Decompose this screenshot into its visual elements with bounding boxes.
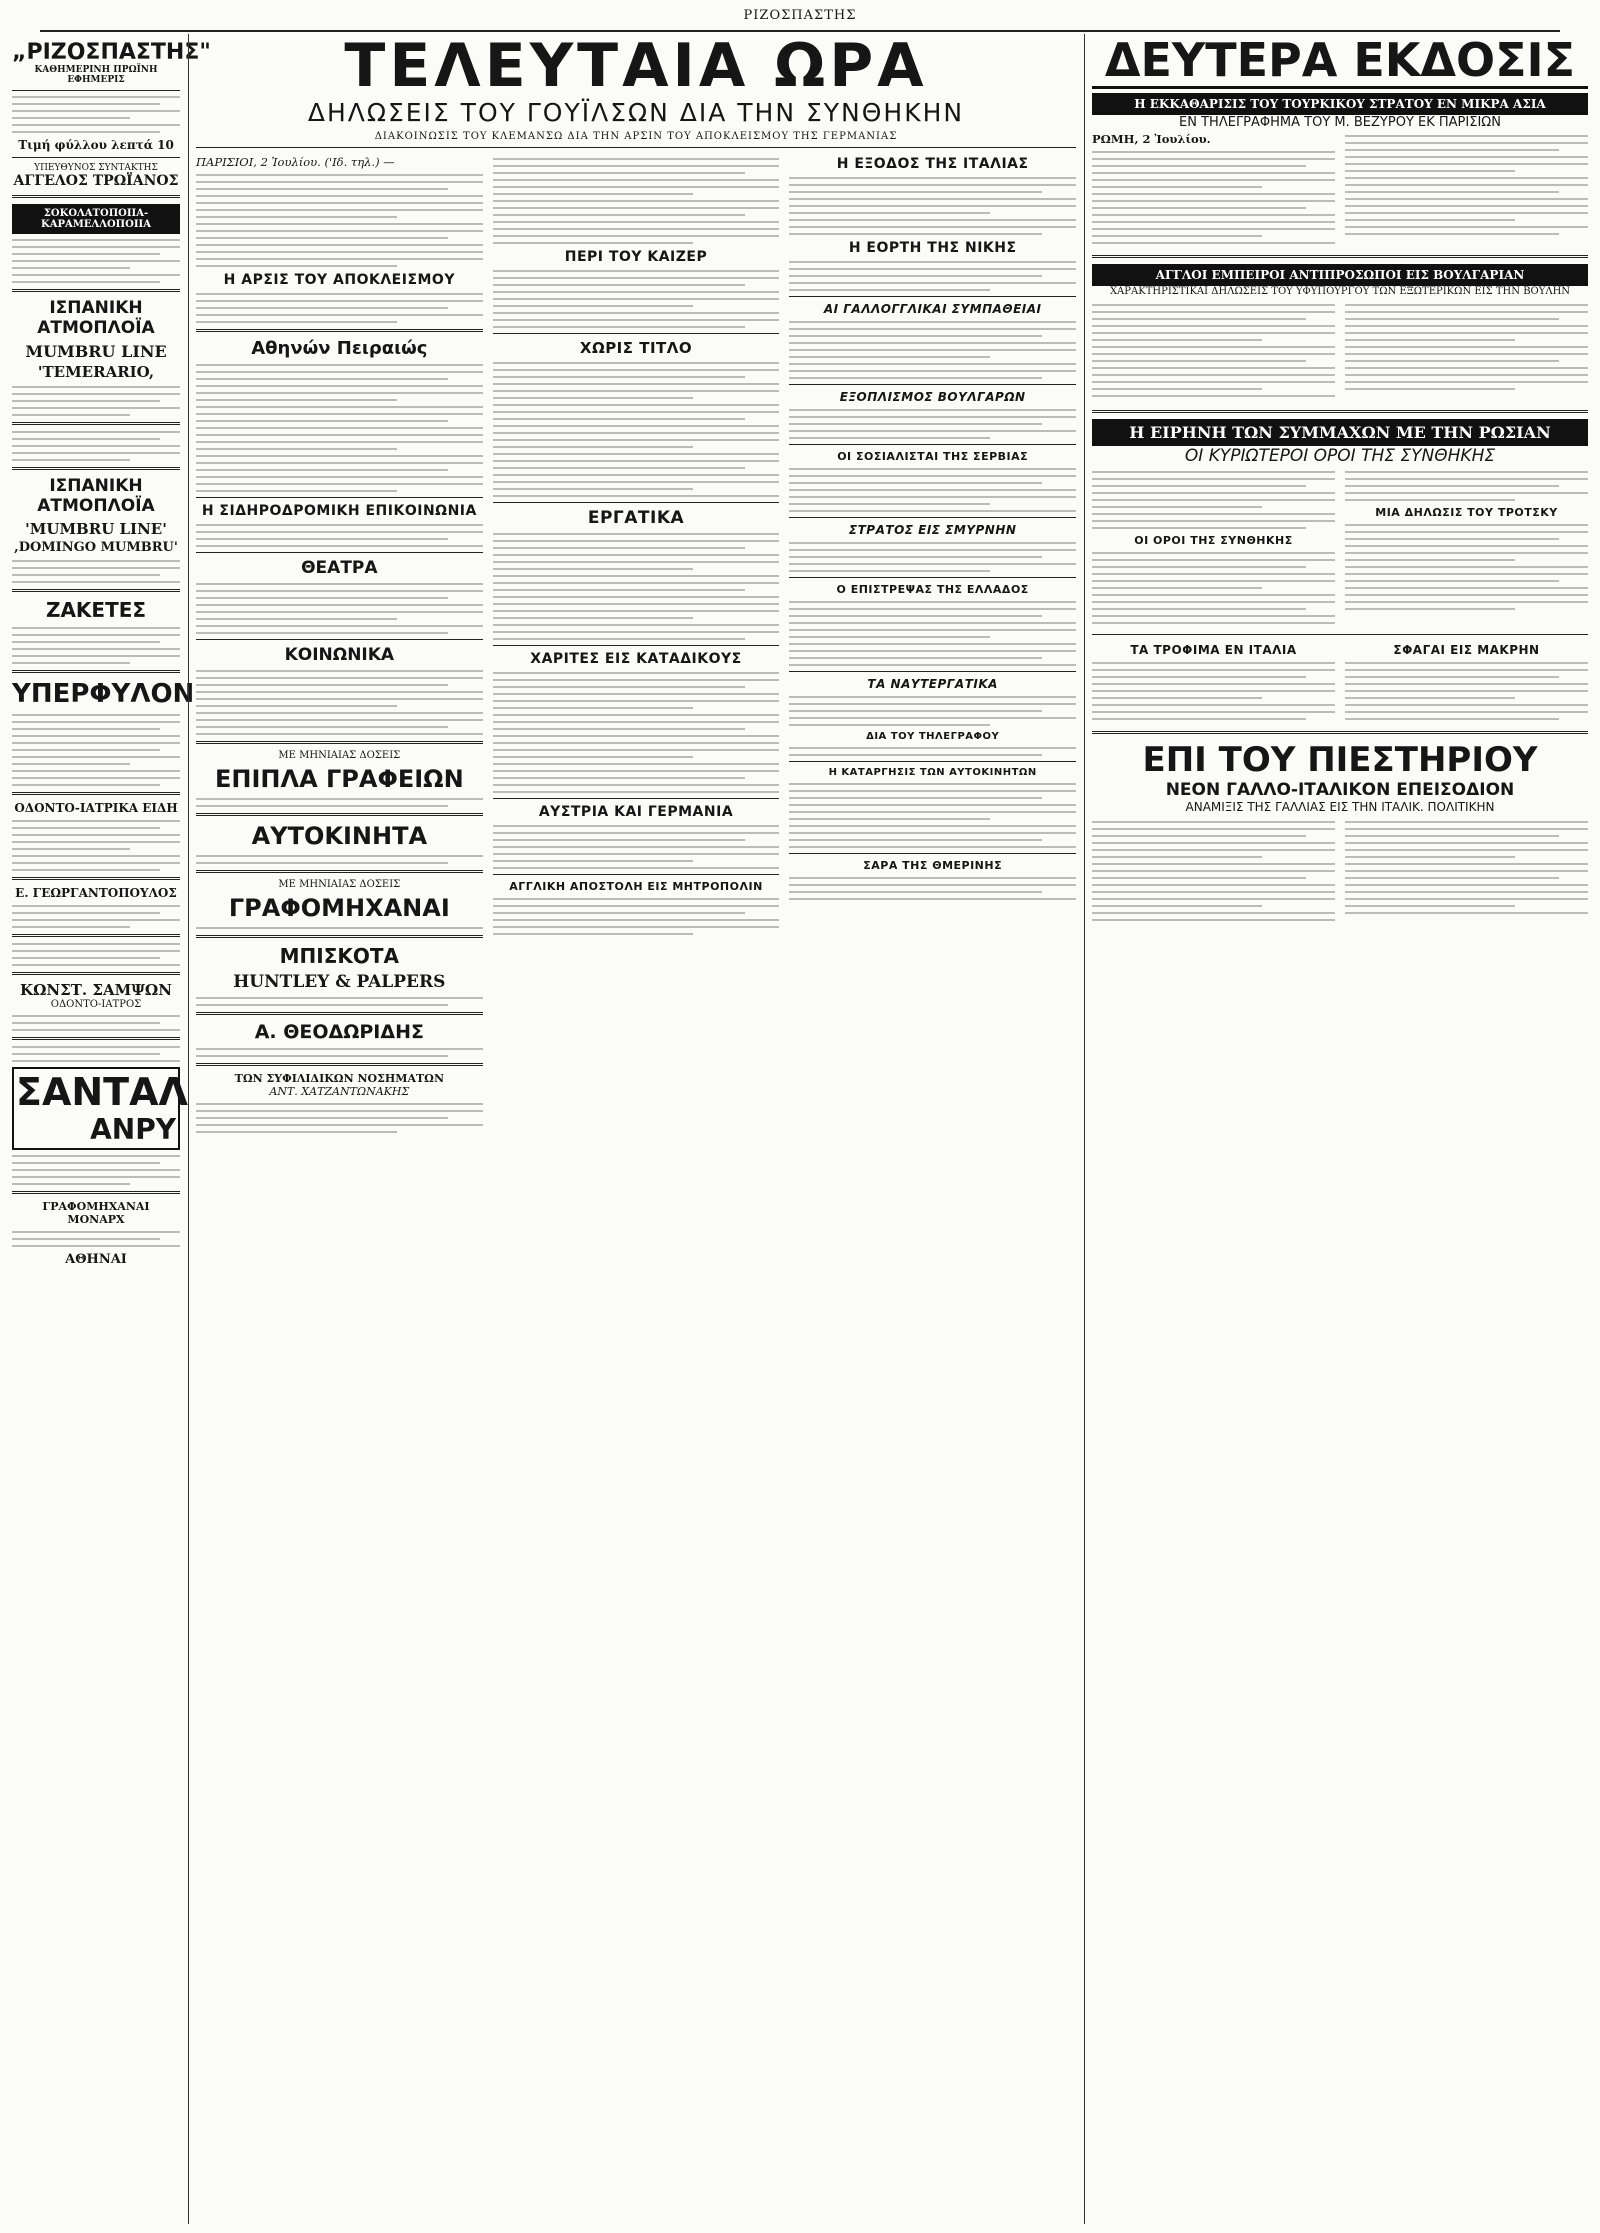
- center-block: [196, 31, 1076, 2224]
- right-section-trofima: ΤΑ ΤΡΟΦΙΜΑ ΕΝ ΙΤΑΛΙΑ: [1130, 643, 1297, 657]
- ad-spanish-line-name: MUMBRU LINE: [25, 342, 167, 361]
- ad-syphilis-name: ΑΝΤ. ΧΑΤΖΑΝΤΩΝΑΚΗΣ: [269, 1085, 410, 1098]
- section-dia-tilegrafou: ΔΙΑ ΤΟΥ ΤΗΛΕΓΡΑΦΟΥ: [866, 731, 1000, 742]
- right-headline-1-sub: ΕΝ ΤΗΛΕΓΡΑΦΗΜΑ ΤΟΥ Μ. ΒΕΖΥΡΟΥ ΕΚ ΠΑΡΙΣΙΩΝ: [1179, 115, 1501, 130]
- ad-chocolate-title: ΣΟΚΟΛΑΤΟΠΟΙΙΑ-ΚΑΡΑΜΕΛΛΟΠΟΙΙΑ: [12, 204, 180, 234]
- main-dateline: ΠΑΡΙΣΙΟΙ, 2 Ἰουλίου. ('Ιδ. τηλ.) —: [196, 155, 395, 169]
- section-exodos: Η ΕΞΟΔΟΣ ΤΗΣ ΙΤΑΛΙΑΣ: [836, 156, 1029, 172]
- ad-santal-sub: ΑΝΡΥ: [90, 1113, 176, 1146]
- right-headline-4-sub: ΝΕΟΝ ΓΑΛΛΟ-ΙΤΑΛΙΚΟΝ ΕΠΕΙΣΟΔΙΟΝ: [1165, 780, 1515, 800]
- section-stratos: ΣΤΡΑΤΟΣ ΕΙΣ ΣΜΥΡΝΗΝ: [848, 523, 1017, 537]
- ad-santal-title: ΣΑΝΤΑΛ: [16, 1070, 188, 1114]
- right-headline-2: ΑΓΓΛΟΙ ΕΜΠΕΙΡΟΙ ΑΝΤΙΠΡΟΣΩΠΟΙ ΕΙΣ ΒΟΥΛΓΑΡΙΑΝ: [1092, 264, 1588, 286]
- section-naftergatika: ΤΑ ΝΑΥΤΕΡΓΑΤΙΚΑ: [867, 677, 998, 691]
- masthead-subtitle: ΚΑΘΗΜΕΡΙΝΗ ΠΡΩΪΝΗ ΕΦΗΜΕΡΙΣ: [34, 65, 158, 85]
- main-kicker: ΔΙΑΚΟΙΝΩΣΙΣ ΤΟΥ ΚΛΕΜΑΝΣΩ ΔΙΑ ΤΗΝ ΑΡΣΙΝ ΤΟΥ ΑΠΟΚΛΕΙΣΜΟΥ ΤΗΣ ΓΕΡΜΑΝΙΑΣ: [374, 131, 898, 142]
- section-sidir: Η ΣΙΔΗΡΟΔΡΟΜΙΚΗ ΕΠΙΚΟΙΝΩΝΙΑ: [201, 503, 477, 519]
- section-theatra: ΘΕΑΤΡΑ: [301, 558, 378, 578]
- editor-name: ΑΓΓΕΛΟΣ ΤΡΩΪΑΝΟΣ: [13, 173, 179, 189]
- right-headline-4-sub2: ΑΝΑΜΙΞΙΣ ΤΗΣ ΓΑΛΛΙΑΣ ΕΙΣ ΤΗΝ ΙΤΑΛΙΚ. ΠΟΛΙΤΙΚΗΝ: [1185, 800, 1495, 814]
- section-anglia: ΑΓΓΛΙΚΗ ΑΠΟΣΤΟΛΗ ΕΙΣ ΜΗΤΡΟΠΟΛΙΝ: [509, 880, 763, 893]
- section-austria: ΑΥΣΤΡΙΑ ΚΑΙ ΓΕΡΜΑΝΙΑ: [538, 804, 734, 820]
- main-headline: ΔΗΛΩΣΕΙΣ ΤΟΥ ΓΟΥΪΛΣΩΝ ΔΙΑ ΤΗΝ ΣΥΝΘΗΚΗΝ: [307, 98, 965, 127]
- right-headline-3-sub: ΟΙ ΚΥΡΙΩΤΕΡΟΙ ΟΡΟΙ ΤΗΣ ΣΥΝΘΗΚΗΣ: [1184, 446, 1496, 466]
- ad-spanish-line-2-title: ΙΣΠΑΝΙΚΗ ΑΤΜΟΠΛΟΪΑ: [37, 476, 155, 516]
- center-banner: ΤΕΛΕΥΤΑΙΑ ΩΡΑ: [344, 31, 928, 101]
- masthead-price: Τιμή φύλλου λεπτά 10: [18, 138, 174, 152]
- center-subcolumn-1: [196, 153, 483, 1138]
- ad-hyperfylon-title: ΥΠΕΡΦΥΛΟΝ: [12, 679, 195, 709]
- ad-spanish-line-title: ΙΣΠΑΝΙΚΗ ΑΤΜΟΠΛΟΪΑ: [37, 298, 155, 338]
- ad-biscuits-sub: HUNTLEY & PALPERS: [233, 972, 446, 992]
- running-head: ΡΙΖΟΣΠΑΣΤΗΣ: [40, 8, 1560, 32]
- ad-monarch-title: ΓΡΑΦΟΜΗΧΑΝΑΙ ΜΟΝΑΡΧ: [42, 1200, 150, 1226]
- ad-monarch-place: ΑΘΗΝΑΙ: [65, 1252, 127, 1267]
- section-xarites: ΧΑΡΙΤΕΣ ΕΙΣ ΚΑΤΑΔΙΚΟΥΣ: [530, 651, 742, 667]
- ad-spanish-ship-2: ,DOMINGO MUMBRU': [14, 540, 178, 555]
- section-kaizer: ΠΕΡΙ ΤΟΥ ΚΑΙΖΕΡ: [564, 249, 708, 265]
- ad-jackets-title: ΖΑΚΕΤΕΣ: [45, 598, 147, 622]
- ad-sampson-role: ΟΔΟΝΤΟ-ΙΑΤΡΟΣ: [50, 999, 142, 1010]
- ad-theodoridis-title: Α. ΘΕΟΔΩΡΙΔΗΣ: [254, 1021, 424, 1043]
- section-koinonika: ΚΟΙΝΩΝΙΚΑ: [284, 645, 395, 665]
- section-serv: ΟΙ ΣΟΣΙΑΛΙΣΤΑΙ ΤΗΣ ΣΕΡΒΙΑΣ: [837, 450, 1029, 463]
- ad-georgantopoulos-name: Ε. ΓΕΩΡΓΑΝΤΟΠΟΥΛΟΣ: [15, 886, 177, 900]
- center-subcolumn-3: [789, 153, 1076, 1138]
- masthead-title: „ΡΙΖΟΣΠΑΣΤΗΣ": [12, 40, 211, 65]
- right-banner: ΔΕΥΤΕΡΑ ΕΚΔΟΣΙΣ: [1092, 34, 1588, 89]
- ad-cars-title: ΑΥΤΟΚΙΝΗΤΑ: [251, 822, 428, 850]
- left-column: [12, 34, 211, 2224]
- ad-sampson-name: ΚΩΝΣΤ. ΣΑΜΨΩΝ: [20, 981, 172, 999]
- section-politiki: ΑΙ ΓΑΛΛΟΓΓΛΙΚΑΙ ΣΥΜΠΑΘΕΙΑΙ: [823, 302, 1042, 316]
- right-headline-4: ΕΠΙ ΤΟΥ ΠΙΕΣΤΗΡΙΟΥ: [1142, 740, 1538, 780]
- ad-office-title: ΕΠΙΠΛΑ ΓΡΑΦΕΙΩΝ: [215, 765, 464, 793]
- ad-dental-title: ΟΔΟΝΤΟ-ΙΑΤΡΙΚΑ ΕΙΔΗ: [14, 801, 178, 815]
- right-headline-1: Η ΕΚΚΑΘΑΡΙΣΙΣ ΤΟΥ ΤΟΥΡΚΙΚΟΥ ΣΤΡΑΤΟΥ ΕΝ ΜΙΚΡΑ ΑΣΙΑ: [1092, 93, 1588, 115]
- ad-typewriters-title: ΓΡΑΦΟΜΗΧΑΝΑΙ: [228, 894, 450, 922]
- right-headline-2-sub: ΧΑΡΑΚΤΗΡΙΣΤΙΚΑΙ ΔΗΛΩΣΕΙΣ ΤΟΥ ΥΦΥΠΟΥΡΓΟΥ ΤΩΝ ΕΞΩΤΕΡΙΚΩΝ ΕΙΣ ΤΗΝ ΒΟΥΛΗΝ: [1109, 286, 1571, 297]
- ad-spanish-ship: 'TEMERARIO,: [37, 363, 155, 381]
- right-section-sfagai: ΣΦΑΓΑΙ ΕΙΣ ΜΑΚΡΗΝ: [1393, 643, 1540, 657]
- right-dateline: ΡΩΜΗ, 2 Ἰουλίου.: [1092, 132, 1211, 146]
- right-column: [1092, 34, 1588, 2224]
- ad-biscuits-title: ΜΠΙΣΚΟΤΑ: [279, 944, 400, 968]
- ad-spanish-line-2-name: 'MUMBRU LINE': [25, 520, 167, 538]
- section-xoris-titlo: ΧΩΡΙΣ ΤΙΤΛΟ: [579, 339, 693, 357]
- ad-office-pre: ΜΕ ΜΗΝΙΑΙΑΣ ΔΟΣΕΙΣ: [278, 750, 401, 761]
- section-epistrofi: Ο ΕΠΙΣΤΡΕΨΑΣ ΤΗΣ ΕΛΛΑΔΟΣ: [836, 583, 1029, 596]
- section-sara: ΣΑΡΑ ΤΗΣ ΘΜΕΡΙΝΗΣ: [863, 859, 1003, 872]
- section-ergatika: ΕΡΓΑΤΙΚΑ: [587, 508, 685, 528]
- ad-syphilis-title: ΤΩΝ ΣΥΦΙΛΙΔΙΚΩΝ ΝΟΣΗΜΑΤΩΝ: [234, 1072, 445, 1085]
- section-katargisis: Η ΚΑΤΑΡΓΗΣΙΣ ΤΩΝ ΑΥΤΟΚΙΝΗΤΩΝ: [828, 767, 1037, 778]
- center-subcolumn-2: [493, 153, 780, 1138]
- section-voulgaron: ΕΞΟΠΛΙΣΜΟΣ ΒΟΥΛΓΑΡΩΝ: [839, 390, 1026, 404]
- editor-label: ΥΠΕΥΘΥΝΟΣ ΣΥΝΤΑΚΤΗΣ: [34, 163, 158, 173]
- section-athinon: Αθηνών Πειραιώς: [251, 338, 428, 359]
- right-section-trotsky: ΜΙΑ ΔΗΛΩΣΙΣ ΤΟΥ ΤΡΟΤΣΚΥ: [1375, 506, 1558, 519]
- section-arsis: Η ΑΡΣΙΣ ΤΟΥ ΑΠΟΚΛΕΙΣΜΟΥ: [223, 272, 455, 288]
- right-section-oroi: ΟΙ ΟΡΟΙ ΤΗΣ ΣΥΝΘΗΚΗΣ: [1134, 534, 1293, 547]
- ad-typewriters-pre: ΜΕ ΜΗΝΙΑΙΑΣ ΔΟΣΕΙΣ: [278, 879, 401, 890]
- section-niki: Η ΕΟΡΤΗ ΤΗΣ ΝΙΚΗΣ: [848, 240, 1017, 256]
- right-headline-3: Η ΕΙΡΗΝΗ ΤΩΝ ΣΥΜΜΑΧΩΝ ΜΕ ΤΗΝ ΡΩΣΙΑΝ: [1092, 419, 1588, 446]
